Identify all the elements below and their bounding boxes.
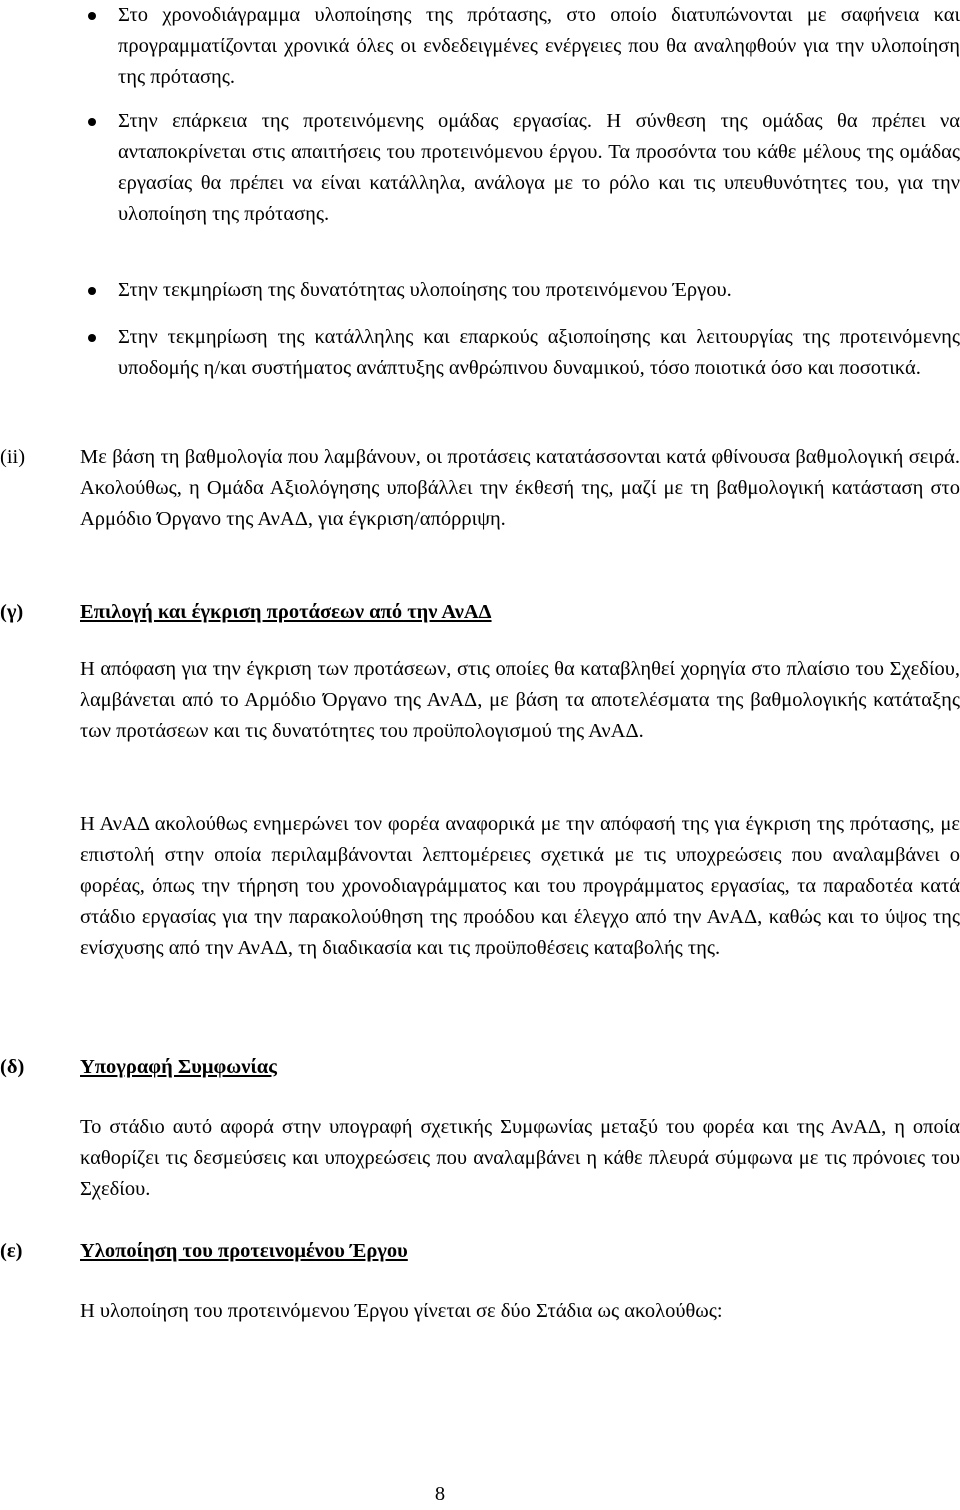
section-e-label: (ε) xyxy=(0,1240,23,1262)
bullet-item xyxy=(118,0,960,93)
section-d-paragraph: Το στάδιο αυτό αφορά στην υπογραφή σχετικής Συμφωνίας μεταξύ του φορέα και της ΑνΑΔ, η οποία καθορίζει τις δεσμεύσεις και υποχρεώσεις που αναλαμβάνει η κάθε πλευρά σύμφωνα με τις πρόνοιες του Σχεδίου. xyxy=(80,1116,960,1200)
section-g-paragraph-2: Η ΑνΑΔ ακολούθως ενημερώνει τον φορέα αναφορικά με την απόφασή της για έγκριση της πρότασης, με επιστολή στην οποία περιλαμβάνονται λεπτομέρειες σχετικά με τις υποχρεώσεις που αναλαμβάνει ο φορέας, όπως την τήρηση του χρονοδιαγράμματος και του προγράμματος εργασίας, τα παραδοτέα κατά στάδιο εργασίας για την παρακολούθηση της προόδου και έλεγχο από την ΑνΑΔ, καθώς και το ύψος της ενίσχυσης από την ΑνΑΔ, τη διαδικασία και τις προϋποθέσεις καταβολής της. xyxy=(80,813,960,959)
section-ii-paragraph: Με βάση τη βαθμολογία που λαμβάνουν, οι προτάσεις κατατάσσονται κατά φθίνουσα βαθμολογική σειρά. Ακολούθως, η Ομάδα Αξιολόγησης υποβάλλει την έκθεσή της, μαζί με τη βαθμολογική κατάσταση στο Αρμόδιο Όργανο της ΑνΑΔ, για έγκριση/απόρριψη. xyxy=(80,446,960,530)
bullet-item xyxy=(118,275,960,306)
section-g-label: (γ) xyxy=(0,601,24,623)
bullet-icon xyxy=(88,118,96,126)
bullet-text: Στην τεκμηρίωση της κατάλληλης και επαρκούς αξιοποίησης και λειτουργίας της προτεινόμενης υποδομής η/και συστήματος ανάπτυξης ανθρώπινου δυναμικού, τόσο ποιοτικά όσο και ποσοτικά. xyxy=(118,326,960,379)
bullet-item xyxy=(118,106,960,230)
section-d-heading: Υπογραφή Συμφωνίας xyxy=(80,1056,277,1078)
section-g-heading: Επιλογή και έγκριση προτάσεων από την ΑνΑΔ xyxy=(80,601,492,623)
section-d-label: (δ) xyxy=(0,1056,25,1078)
bullet-icon xyxy=(88,12,96,20)
bullet-text: Στην τεκμηρίωση της δυνατότητας υλοποίησης του προτεινόμενου Έργου. xyxy=(118,279,732,301)
bullet-icon xyxy=(88,334,96,342)
bullet-text: Στο χρονοδιάγραμμα υλοποίησης της πρότασης, στο οποίο διατυπώνονται με σαφήνεια και προγραμματίζονται χρονικά όλες οι ενδεδειγμένες ενέργειες που θα αναληφθούν για την υλοποίηση της πρότασης. xyxy=(118,4,960,88)
bullet-icon xyxy=(88,287,96,295)
section-g-paragraph-1: Η απόφαση για την έγκριση των προτάσεων, στις οποίες θα καταβληθεί χορηγία στο πλαίσιο του Σχεδίου, λαμβάνεται από το Αρμόδιο Όργανο της ΑνΑΔ, με βάση τα αποτελέσματα της βαθμολογικής κατάταξης των προτάσεων και τις δυνατότητες του προϋπολογισμού της ΑνΑΔ. xyxy=(80,658,960,742)
page-number: 8 xyxy=(434,1483,446,1505)
section-e-heading: Υλοποίηση του προτεινομένου Έργου xyxy=(80,1240,408,1262)
bullet-item xyxy=(118,322,960,384)
bullet-text: Στην επάρκεια της προτεινόμενης ομάδας εργασίας. Η σύνθεση της ομάδας θα πρέπει να ανταποκρίνεται στις απαιτήσεις του προτεινόμενου έργου. Τα προσόντα του κάθε μέλους της ομάδας εργασίας θα πρέπει να είναι κατάλληλα, ανάλογα με το ρόλο και τις υπευθυνότητες του, για την υλοποίηση της πρότασης. xyxy=(118,110,960,225)
section-ii-label: (ii) xyxy=(0,446,26,468)
section-e-paragraph: Η υλοποίηση του προτεινόμενου Έργου γίνεται σε δύο Στάδια ως ακολούθως: xyxy=(80,1300,723,1322)
